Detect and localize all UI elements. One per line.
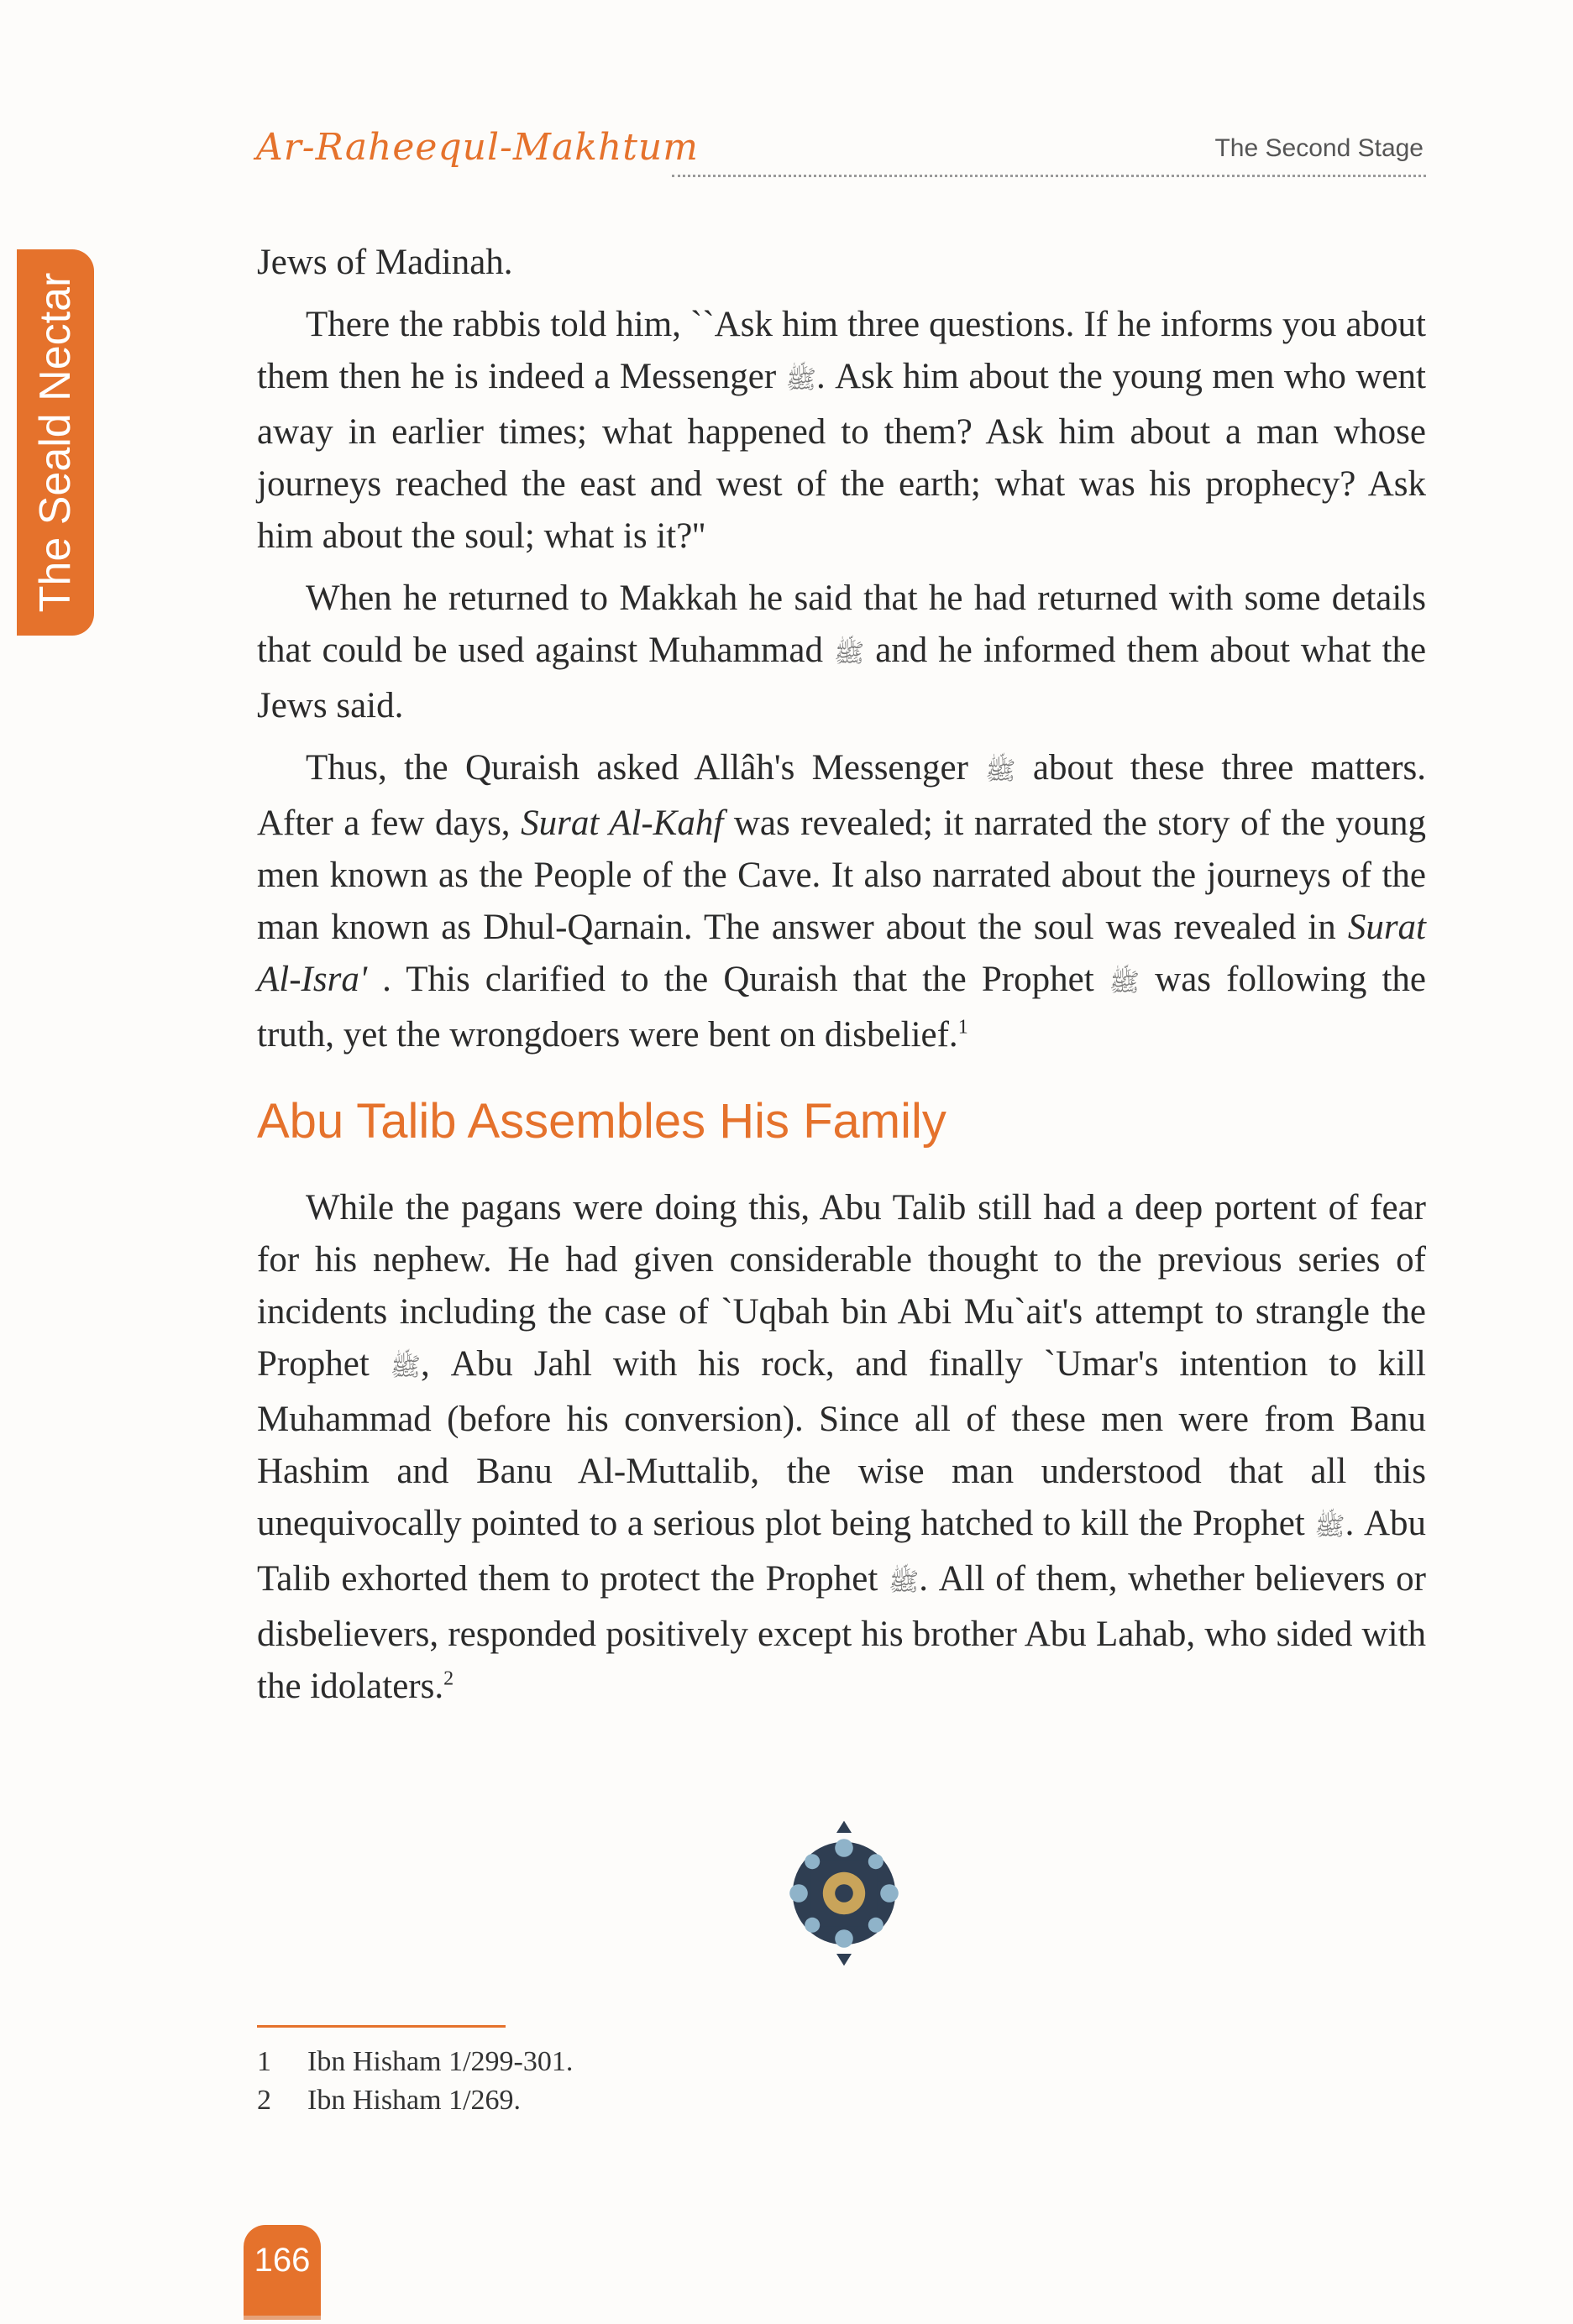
paragraph-text: . All of them, whether believers or disbelievers, responded positively except his brother Abu Lahab, who sided with the idolaters. (257, 1559, 1427, 1706)
paragraph-text: Thus, the Quraish asked Allâh's Messenger (306, 748, 968, 788)
pbuh-glyph: ﷺ (985, 757, 1016, 785)
paragraph-text: Jews of Madinah. (257, 243, 513, 282)
pbuh-glyph: ﷺ (785, 366, 816, 394)
paragraph-text: . Ask him about the young men who went away in earlier times; what happened to them? Ask him about a man whose journeys reached the east and west of the earth; what was his prophecy? Ask him about the soul; what is it?'' (257, 357, 1427, 556)
footnote-text: Ibn Hisham 1/299-301. (307, 2046, 574, 2077)
ornament-icon (768, 1818, 920, 1969)
pbuh-glyph: ﷺ (1314, 1513, 1345, 1541)
paragraph-text: . This clarified to the Quraish that the Prophet (382, 960, 1094, 999)
pbuh-glyph: ﷺ (1109, 969, 1140, 997)
paragraph (257, 299, 1426, 563)
paragraph (257, 1182, 1426, 1713)
pbuh-glyph: ﷺ (888, 1568, 920, 1596)
footnote-rule (257, 2025, 506, 2028)
footnote-ref[interactable]: 1 (957, 1016, 968, 1039)
header-section-title: The Second Stage (1214, 134, 1424, 162)
paragraph (257, 237, 1426, 289)
paragraph-text: and he informed them about what the Jews said. (257, 631, 1427, 725)
header-book-title: Ar-Raheequl-Makhtum (256, 126, 699, 169)
paragraph-text: When he returned to Makkah he said that he had returned with some details that could be used against Muhammad (257, 578, 1426, 670)
paragraph-text: about these three matters. After a few days, (257, 748, 1427, 843)
side-tab-label: The Seald Nectar (31, 272, 80, 613)
paragraph (257, 573, 1426, 732)
footnote-item (257, 2081, 1013, 2120)
pbuh-glyph: ﷺ (390, 1353, 421, 1381)
page-number: 166 (254, 2242, 311, 2279)
footnote-number: 1 (257, 2046, 271, 2077)
paragraph (257, 742, 1426, 1061)
paragraph-text: There the rabbis told him, ``Ask him three questions. If he informs you about them then he is indeed a Messenger (257, 305, 1426, 396)
paragraph-text: While the pagans were doing this, Abu Talib still had a deep portent of fear for his nephew. He had given considerable thought to the previous series of incidents including the case of `Uqbah bin Abi Mu`ait's attempt to strangle the Prophet (257, 1188, 1426, 1384)
surah-name: Surat Al-Kahf (521, 803, 724, 843)
page-number-underline (244, 2316, 321, 2320)
footnote-ref[interactable]: 2 (443, 1667, 454, 1690)
paragraph-text: was following the truth, yet the wrongdoers were bent on disbelief. (257, 960, 1427, 1055)
header-dotted-rule (672, 175, 1426, 177)
section-heading: Abu Talib Assembles His Family (257, 1094, 946, 1149)
page-content (257, 237, 1426, 1723)
paragraph-text: was revealed; it narrated the story of the young men known as the People of the Cave. It also narrated about the journeys of the man known as Dhul-Qarnain. The answer about the soul was revealed in (257, 803, 1426, 947)
paragraph-text: , Abu Jahl with his rock, and finally `Umar's intention to kill Muhammad (before his conversion). Since all of these men were from Banu Hashim and Banu Al-Muttalib, the wise man understood that all this unequivocally pointed to a serious plot being hatched to kill the Prophet (257, 1344, 1426, 1543)
footnote-number: 2 (257, 2085, 271, 2116)
paragraph-text: . Abu Talib exhorted them to protect the Prophet (257, 1504, 1426, 1599)
footnote-item (257, 2043, 1013, 2081)
footnotes (257, 2043, 1013, 2120)
pbuh-glyph: ﷺ (833, 640, 865, 667)
surah-name: Surat Al-Isra' (257, 908, 1426, 999)
footnote-text: Ibn Hisham 1/269. (307, 2085, 522, 2116)
